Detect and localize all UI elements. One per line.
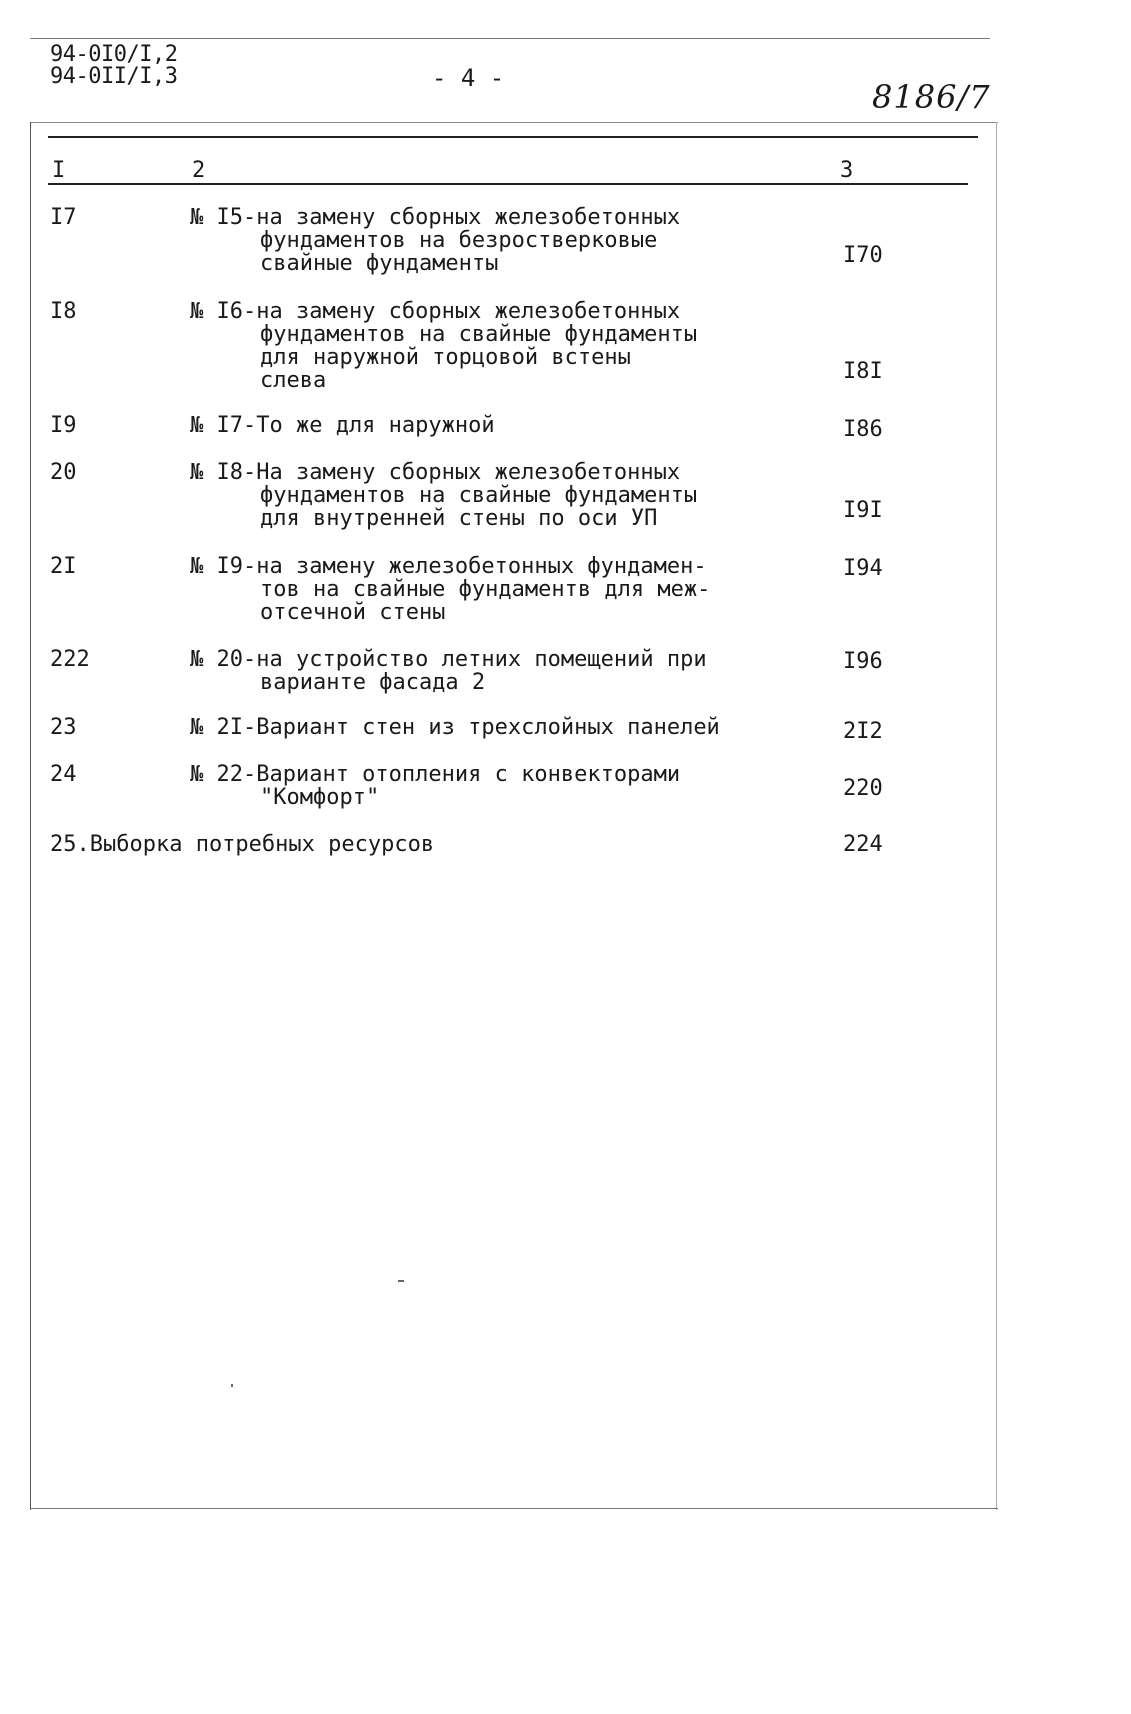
row-description (190, 206, 770, 275)
description-line: № I6-на замену сборных железобетонных (190, 299, 681, 324)
row-number: I7 (50, 205, 77, 230)
row-page: I70 (843, 243, 883, 268)
row-page: I96 (843, 649, 883, 674)
row-description (190, 300, 770, 392)
description-line: слева (260, 368, 327, 393)
description-line: № I8-На замену сборных железобетонных (190, 460, 681, 485)
frame-left-line (30, 122, 31, 1510)
scan-speck (231, 1384, 233, 1387)
row-page: I94 (843, 556, 883, 581)
description-line: для внутренней стены по оси УП (260, 506, 658, 531)
page-number: - 4 - (432, 64, 505, 92)
handwritten-archive-number: 8186/7 (872, 78, 991, 116)
description-line: фундаментов на безростверковые (260, 228, 658, 253)
frame-top-line (30, 122, 998, 123)
frame-bottom-line (30, 1508, 998, 1509)
row-number: I8 (50, 299, 77, 324)
row-page: I9I (843, 498, 883, 523)
description-line: № I7-То же для наружной (190, 413, 495, 438)
row-number: 23 (50, 715, 77, 740)
table-top-rule (48, 136, 978, 138)
description-line: № I5-на замену сборных железобетонных (190, 205, 681, 230)
document-code-2: 94-0II/I,3 (50, 64, 178, 89)
description-line: № I9-на замену железобетонных фундамен- (190, 554, 707, 579)
row-page: I8I (843, 359, 883, 384)
top-edge-line (30, 38, 990, 39)
row-description (190, 414, 770, 437)
description-line: фундаментов на свайные фундаменты (260, 322, 698, 347)
scan-speck (398, 1280, 404, 1282)
description-line: № 2I-Вариант стен из трехслойных панелей (190, 715, 720, 740)
row-number: 222 (50, 647, 90, 672)
description-line: тов на свайные фундаментв для меж- (260, 577, 711, 602)
description-line: варианте фасада 2 (260, 670, 486, 695)
column-header-2: 2 (192, 158, 206, 183)
frame-right-line (996, 122, 997, 1510)
column-header-rule (48, 183, 968, 185)
column-header-3: 3 (840, 158, 854, 183)
description-line: "Комфорт" (260, 785, 380, 810)
document-code-1: 94-0I0/I,2 (50, 42, 178, 67)
description-line: свайные фундаменты (260, 251, 499, 276)
description-line: № 20-на устройство летних помещений при (190, 647, 707, 672)
row-description (190, 763, 770, 809)
row-description (190, 716, 810, 739)
row-page: 2I2 (843, 719, 883, 744)
row-page: I86 (843, 417, 883, 442)
column-header-1: I (52, 158, 66, 183)
row-number: I9 (50, 413, 77, 438)
description-line: для наружной торцовой встены (260, 345, 631, 370)
row-number: 24 (50, 762, 77, 787)
summary-page: 224 (843, 832, 883, 857)
row-page: 220 (843, 776, 883, 801)
row-number: 2I (50, 554, 77, 579)
description-line: отсечной стены (260, 600, 446, 625)
row-description (190, 648, 770, 694)
description-line: фундаментов на свайные фундаменты (260, 483, 698, 508)
row-description (190, 555, 770, 624)
description-line: № 22-Вариант отопления с конвекторами (190, 762, 681, 787)
row-number: 20 (50, 460, 77, 485)
summary-text: 25.Выборка потребных ресурсов (50, 832, 435, 857)
row-description (190, 461, 770, 530)
